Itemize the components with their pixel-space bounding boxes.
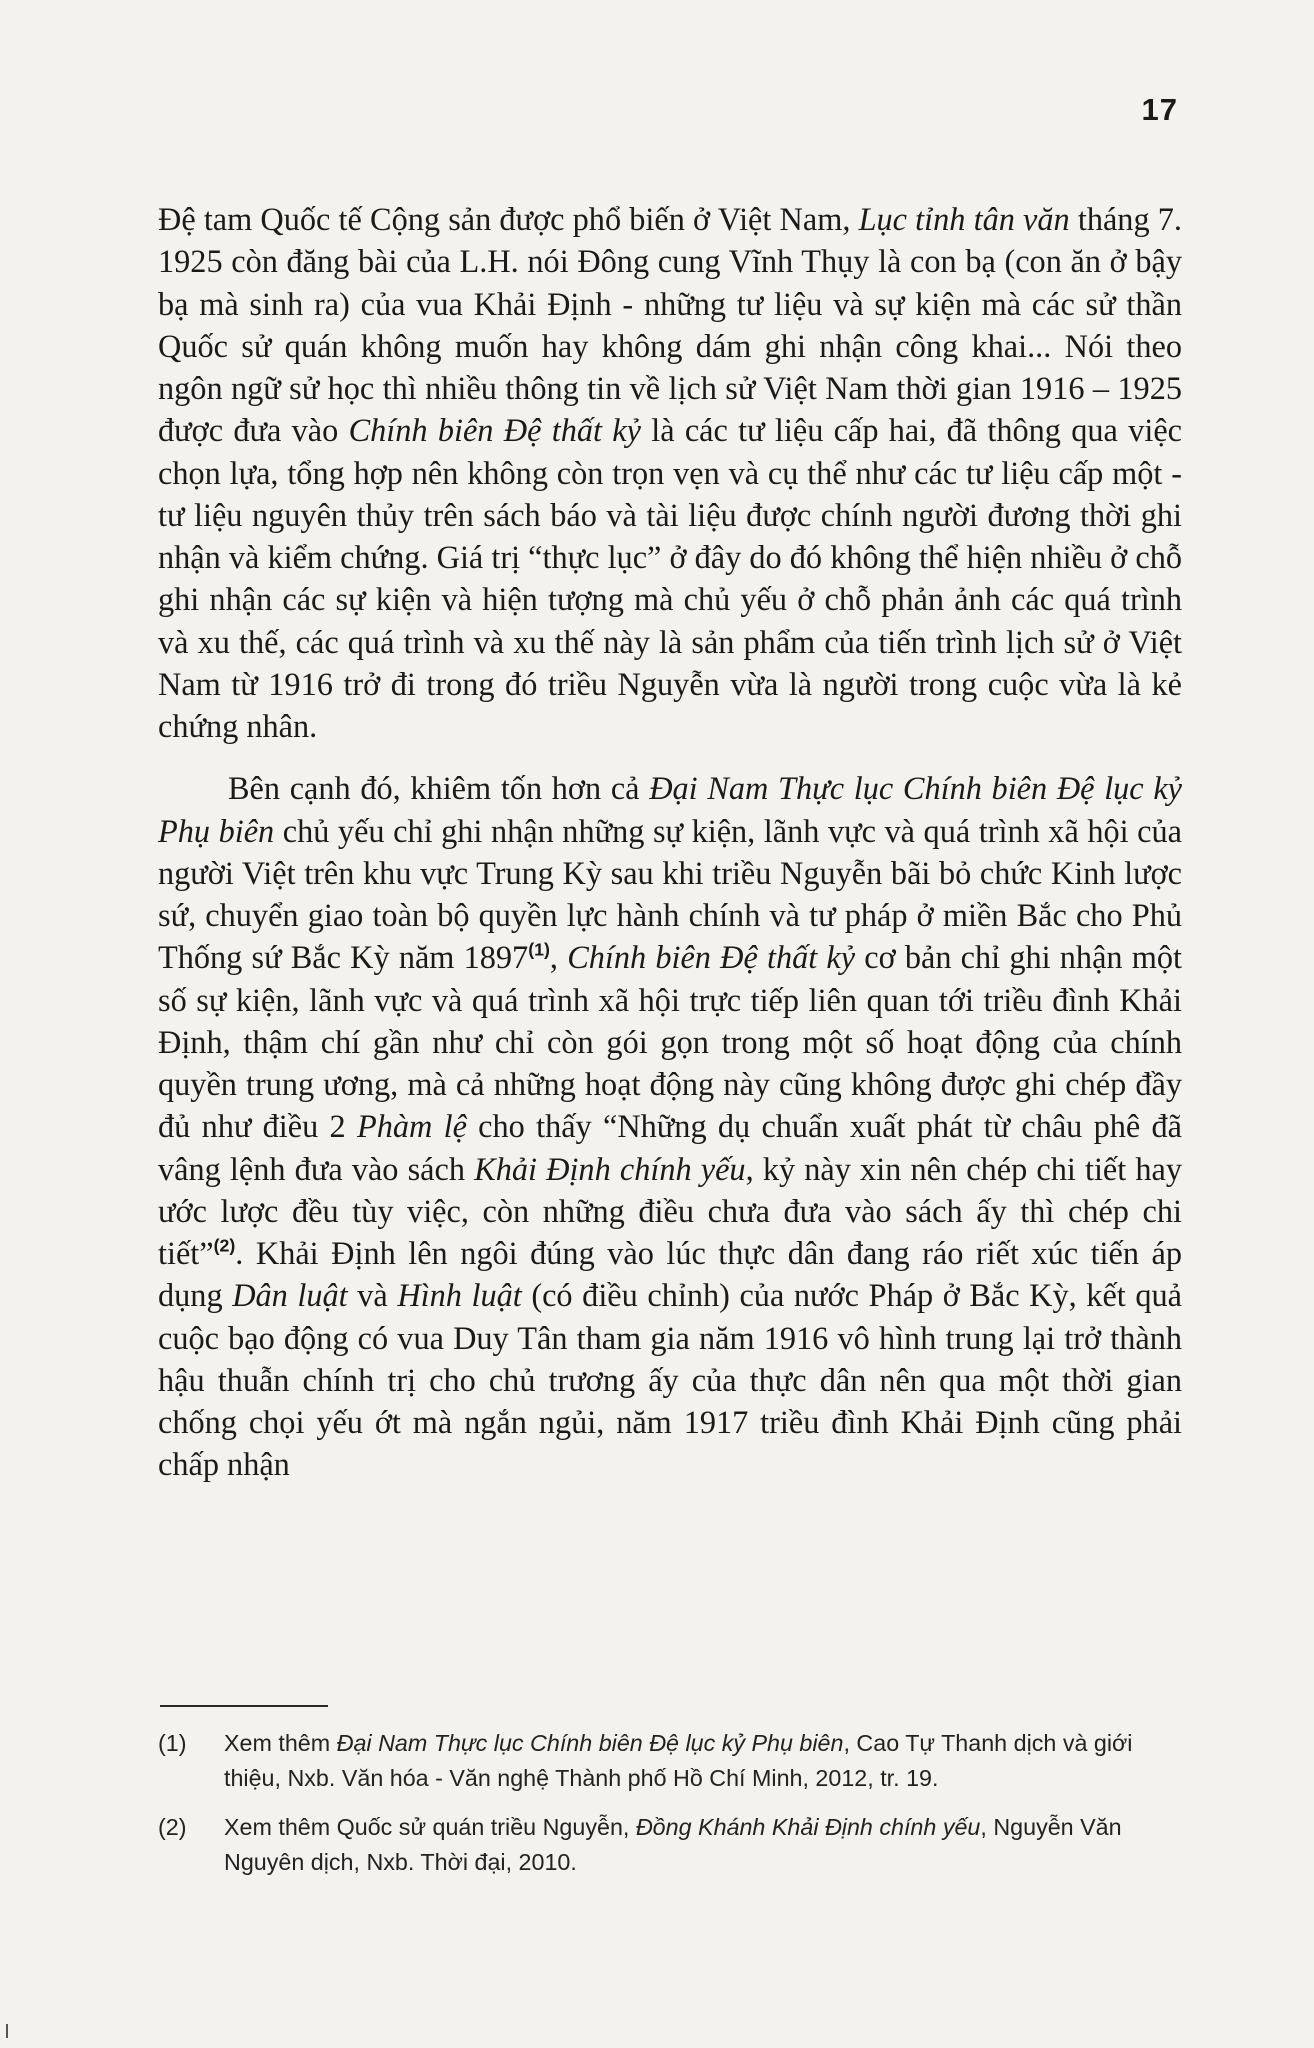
text-run: và <box>347 1277 398 1314</box>
footnote-divider <box>160 1705 328 1707</box>
text-run: Bên cạnh đó, khiêm tốn hơn cả <box>228 770 650 807</box>
text-run: Xem thêm <box>224 1730 337 1756</box>
footnote <box>158 1726 1188 1796</box>
text-run: , kỷ này xin nên chép chi tiết hay ước lược đều tùy việc, còn những điều chưa đưa vào sách ấy thì chép chi tiết” <box>158 1150 1183 1271</box>
footnote-marker: (1) <box>158 1730 187 1756</box>
paragraph <box>158 198 1182 747</box>
text-run: Đệ tam Quốc tế Cộng sản được phổ biến ở Việt Nam, <box>158 201 859 237</box>
book-title: Đồng Khánh Khải Định chính yếu <box>635 1814 981 1840</box>
book-title: Khải Định chính yếu <box>474 1150 746 1187</box>
book-title: Dân luật <box>232 1277 348 1314</box>
footnote-text <box>224 1810 1188 1880</box>
scan-edge-mark <box>6 2024 8 2038</box>
text-run: là các tư liệu cấp hai, đã thông qua việc chọn lựa, tổng hợp nên không còn trọn vẹn và cụ thể như các tư liệu cấp một - tư liệu nguyên thủy trên sách báo và tài liệu được chính người đương thời ghi nhận và kiểm chứng. Giá trị “thực lục” ở đây do đó không thể hiện nhiều ở chỗ ghi nhận các sự kiện và hiện tượng mà chủ yếu ở chỗ phản ảnh các quá trình và xu thế, các quá trình và xu thế này là sản phẩm của tiến trình lịch sử ở Việt Nam từ 1916 trở đi trong đó triều Nguyễn vừa là người trong cuộc vừa là kẻ chứng nhân. <box>158 412 1182 744</box>
text-run: tháng 7. 1925 còn đăng bài của L.H. nói Đông cung Vĩnh Thụy là con bạ (con ăn ở bậy bạ mà sinh ra) của vua Khải Định - những tư liệu và sự kiện mà các sử thần Quốc sử quán không muốn hay không dám ghi nhận công khai... Nói theo ngôn ngữ sử học thì nhiều thông tin về lịch sử Việt Nam thời gian 1916 – 1925 được đưa vào <box>158 201 1182 449</box>
footnote <box>158 1810 1188 1880</box>
paragraph <box>158 767 1182 1485</box>
text-run: cơ bản chỉ ghi nhận một số sự kiện, lãnh vực và quá trình xã hội trực tiếp liên quan tới triều đình Khải Định, thậm chí gần như chỉ còn gói gọn trong một số hoạt động của chính quyền trung ương, mà cả những hoạt động này cũng không được ghi chép đầy đủ như điều 2 <box>158 939 1182 1145</box>
book-title: Đại Nam Thực lục Chính biên Đệ lục kỷ Phụ biên <box>336 1730 844 1756</box>
book-title: Đại Nam Thực lục Chính biên Đệ lục kỷ Phụ biên <box>158 770 1182 849</box>
book-title: Chính biên Đệ thất kỷ <box>567 939 856 976</box>
text-run: cho thấy “Những dụ chuẩn xuất phát từ châu phê đã vâng lệnh đưa vào sách <box>158 1108 1182 1187</box>
text-run: , Nguyễn Văn Nguyên dịch, Nxb. Thời đại, 2010. <box>224 1814 1122 1875</box>
body-text <box>158 198 1182 1486</box>
text-run: (có điều chỉnh) của nước Pháp ở Bắc Kỳ, kết quả cuộc bạo động có vua Duy Tân tham gia năm 1916 vô hình trung lại trở thành hậu thuẫn chính trị cho chủ trương ấy của thực dân nên qua một thời gian chống chọi yếu ớt mà ngắn ngủi, năm 1917 triều đình Khải Định cũng phải chấp nhận <box>158 1277 1182 1483</box>
text-run: chủ yếu chỉ ghi nhận những sự kiện, lãnh vực và quá trình xã hội của người Việt trên khu vực Trung Kỳ sau khi triều Nguyễn bãi bỏ chức Kinh lược sứ, chuyển giao toàn bộ quyền lực hành chính và tư pháp ở miền Bắc cho Phủ Thống sứ Bắc Kỳ năm 1897 <box>158 812 1182 976</box>
book-title: Lục tỉnh tân văn <box>858 201 1070 237</box>
book-title: Chính biên Đệ thất kỷ <box>348 412 641 449</box>
text-run: . Khải Định lên ngôi đúng vào lúc thực dân đang ráo riết xúc tiến áp dụng <box>158 1235 1182 1314</box>
footnotes <box>158 1726 1188 1894</box>
footnote-ref[interactable]: (1) <box>528 939 550 960</box>
book-title: Phàm lệ <box>356 1108 467 1145</box>
book-title: Hình luật <box>397 1277 522 1314</box>
footnote-ref[interactable]: (2) <box>213 1235 236 1256</box>
footnote-text <box>224 1726 1188 1796</box>
text-run: Xem thêm Quốc sử quán triều Nguyễn, <box>224 1814 636 1840</box>
text-run: , <box>549 939 568 976</box>
page-number: 17 <box>1141 92 1178 127</box>
footnote-marker: (2) <box>158 1814 187 1840</box>
text-run: , Cao Tự Thanh dịch và giới thiệu, Nxb. Văn hóa - Văn nghệ Thành phố Hồ Chí Minh, 2012, tr. 19. <box>224 1730 1133 1791</box>
